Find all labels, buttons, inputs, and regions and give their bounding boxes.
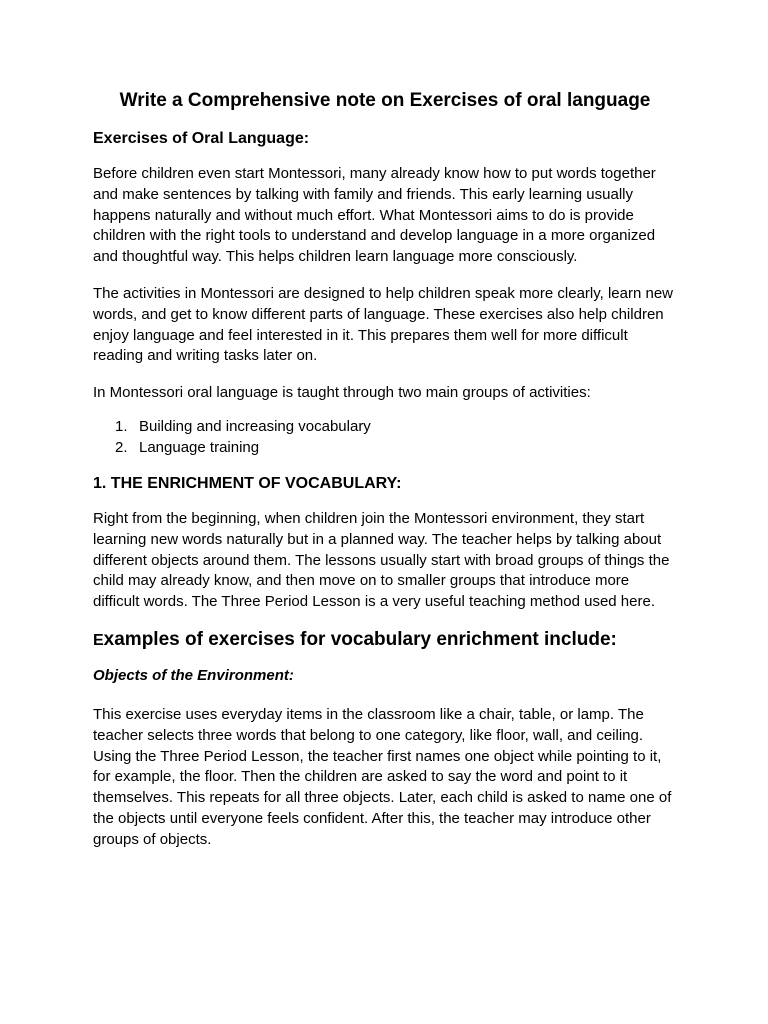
section-heading-oral-language: Exercises of Oral Language: — [93, 130, 310, 147]
paragraph-activities: The activities in Montessori are designed to help children speak more clearly, learn new words, and get to know different parts of language. These exercises also help children enjoy language and feel interested in it. This prepares them well for more difficult reading and writing tasks later on. — [93, 284, 674, 365]
section-heading-vocabulary: 1. THE ENRICHMENT OF VOCABULARY: — [93, 474, 402, 492]
paragraph-objects-environment: This exercise uses everyday items in the classroom like a chair, table, or lamp. The teacher selects three words that belong to one category, like floor, wall, and ceiling. Using the Three Period Lesson, the teacher first names one object while pointing to it, for example, the floor. Then the children are asked to say the word and point to it themselves. This repeats for all three objects. Later, each child is asked to name one of the objects until everyone feels confident. After this, the teacher may introduce other groups of objects. — [93, 705, 672, 848]
list-item-text: Language training — [139, 439, 260, 457]
paragraph-vocabulary: Right from the beginning, when children join the Montessori environment, they start learning new words naturally but in a planned way. The teacher helps by talking about different objects around them. The lessons usually start with broad groups of things the child may already know, and then move on to smaller groups that introduce more difficult words. The Three Period Lesson is a very useful teaching method used here. — [93, 509, 670, 611]
paragraph-groups: In Montessori oral language is taught through two main groups of activities: — [93, 384, 591, 402]
examples-heading — [93, 627, 673, 654]
activity-groups-list — [93, 416, 673, 459]
list-item-text: Building and increasing vocabulary — [139, 417, 371, 435]
subheading-objects-environment: Objects of the Environment: — [93, 666, 294, 684]
list-item — [93, 437, 673, 459]
list-item-number: 2. — [115, 439, 128, 457]
list-item-number: 1. — [115, 417, 128, 435]
document-title: Write a Comprehensive note on Exercises of oral language — [119, 90, 651, 111]
document-body — [93, 88, 673, 867]
examples-heading-text: xamples of exercises for vocabulary enrichment include: — [103, 628, 617, 650]
paragraph-intro: Before children even start Montessori, many already know how to put words together and make sentences by talking with family and friends. This early learning usually happens naturally and without much effort. What Montessori aims to do is provide children with the right tools to understand and develop language in a more organized and thoughtful way. This helps children learn language more consciously. — [93, 165, 656, 266]
list-item — [93, 416, 673, 438]
examples-heading-initial: E — [93, 631, 104, 649]
